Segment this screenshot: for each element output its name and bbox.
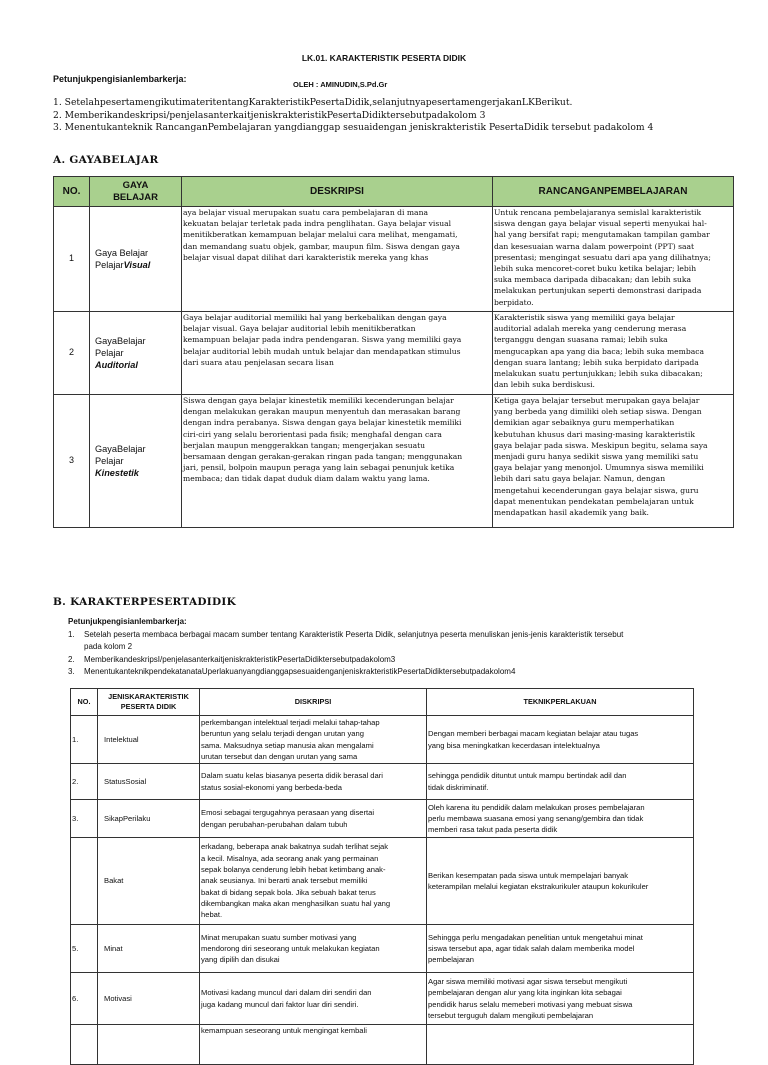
characteristic-type: Minat <box>98 925 200 973</box>
instruction-text: pada kolom 2 <box>84 642 133 652</box>
description-line: beruntun yang selalu terjadi dengan urutan yang <box>201 729 364 739</box>
plan-line: dapat menentukan pendekatan pembelajaran untuk <box>494 496 694 506</box>
learning-style-prefix: Pelajar <box>95 260 124 270</box>
treatment-cell <box>427 764 694 800</box>
description-line: bakat di bidang sepak bola. Jika sebuah bakat terus <box>201 887 376 897</box>
description-line: kekuatan belajar terletak pada indra penglihatan. Gaya belajar visual <box>183 219 452 229</box>
table-row <box>71 800 694 838</box>
row-number: 1 <box>54 207 90 312</box>
instruction-number <box>68 641 84 653</box>
instruction-item: 3. Menentukanteknik RancanganPembelajaran yangdianggap sesuaidengan jeniskrakteristik PesertaDidik tersebut padakolom 4 <box>53 122 654 133</box>
treatment-line: sehingga pendidik dituntut untuk mampu bertindak adil dan <box>428 771 627 781</box>
description-line: urutan tersebut dan dengan urutan yang sama <box>201 751 358 761</box>
row-number: 5. <box>71 925 98 973</box>
table-header-row <box>71 689 694 716</box>
treatment-cell <box>427 838 694 925</box>
plan-line: siswa dengan gaya belajar visual seperti menyukai hal- <box>494 219 707 229</box>
row-number: 3. <box>71 800 98 838</box>
description-line: berjalan maupun menggerakkan tangan; mengerjakan sesuatu <box>183 440 426 450</box>
learning-style-name: Visual <box>123 260 151 270</box>
learning-style-table <box>53 176 734 528</box>
description-line: dikembangkan maka akan menghasilkan suatu hal yang <box>201 898 391 908</box>
description-line: bersamaan dengan gerakan-gerakan ringan pada tangan; menggunakan <box>183 452 463 462</box>
description-line: dengan melakukan gerakan maupun menyentuh dan merasakan barang <box>183 407 461 417</box>
instruction-number: 2. <box>68 654 75 664</box>
learning-style-cell <box>90 207 182 312</box>
plan-line: melakukan suatu pertunjukkan; lebih suka dibacakan; <box>494 369 703 379</box>
description-line: status sosial-ekonomi yang berbeda-beda <box>201 782 342 792</box>
description-line: jari, pensil, bolpoin maupun peraga yang lain sebagai penunjuk ketika <box>183 463 455 473</box>
treatment-line: tersebut terguguh dalam mengikuti pembelajaran <box>428 1010 594 1020</box>
table-header-row <box>54 177 734 207</box>
description-line: perkembangan intelektual terjadi melalui tahap-tahap <box>201 717 380 727</box>
learning-style-label: Gaya Belajar <box>95 248 149 258</box>
learning-style-label-2 <box>95 259 180 271</box>
description-line: juga kadang muncul dari faktor luar diri sendiri. <box>201 999 359 1009</box>
table-row <box>54 395 734 528</box>
description-line: dengan indra perabanya. Siswa dengan gaya belajar kinestetik memiliki <box>183 418 462 428</box>
plan-line: mengucapkan apa yang dia baca; lebih suka membaca <box>494 346 705 356</box>
instruction-number: 1. <box>68 630 75 639</box>
instruction-item <box>68 629 623 641</box>
treatment-line: yang bisa meningkatkan kecerdasan intelektualnya <box>428 740 600 750</box>
description-line: sama. Maksudnya setiap manusia akan mengalami <box>201 740 374 750</box>
description-cell <box>182 395 493 528</box>
characteristic-type <box>98 1025 200 1065</box>
instruction-item <box>68 641 623 653</box>
description-cell <box>200 973 427 1025</box>
description-line: belajar visual. Gaya belajar auditorial lebih menitikberatkan <box>183 324 416 334</box>
treatment-line: Sehingga perlu mengadakan penelitian untuk mengetahui minat <box>428 932 643 942</box>
treatment-cell <box>427 925 694 973</box>
description-line: sepak bolanya cenderung lebih hebat ketimbang anak- <box>201 865 386 875</box>
learning-style-name: Kinestetik <box>95 468 139 478</box>
description-line: Gaya belajar auditorial memiliki hal yang berkebalikan dengan gaya <box>183 313 447 322</box>
plan-line: suka membaca daripada dibacakan; dan lebih suka <box>494 275 692 285</box>
plan-line: dan lebih suka berdiskusi. <box>494 380 595 390</box>
table-row <box>54 207 734 312</box>
plan-line: menjadi guru hanya sedikit siswa yang memiliki satu <box>494 452 699 462</box>
description-line: Dalam suatu kelas biasanya peserta didik berasal dari <box>201 771 383 781</box>
instruction-text: MemberikandeskripsI/penjelasanterkaitjeniskrakteristikPesertaDidiktersebutpadakolom3 <box>84 654 396 664</box>
description-line: Minat merupakan suatu sumber motivasi yang <box>201 932 357 942</box>
plan-cell <box>493 207 734 312</box>
instruction-item <box>68 654 623 666</box>
instruction-number: 3. <box>68 667 75 677</box>
treatment-cell <box>427 716 694 764</box>
description-line: dan memandang suatu objek, gambar, maupun film. Siswa dengan gaya <box>183 241 460 251</box>
description-cell <box>182 312 493 395</box>
plan-cell <box>493 312 734 395</box>
description-line: Motivasi kadang muncul dari dalam diri sendiri dan <box>201 988 372 998</box>
table-row <box>71 764 694 800</box>
table-row <box>71 838 694 925</box>
instruction-item <box>68 666 623 678</box>
table-row <box>71 1025 694 1065</box>
description-line: mendorong diri seseorang untuk melakukan kegiatan <box>201 943 380 953</box>
learning-style-name: Auditorial <box>95 360 138 370</box>
description-line: yang dipilih dan disukai <box>201 955 280 965</box>
plan-line: Untuk rencana pembelajaranya semislal karakteristik <box>494 208 702 217</box>
treatment-cell <box>427 800 694 838</box>
instruction-text: MenentukanteknikpendekatanataUperlakuanyangdianggapsesuaidenganjeniskrakteristikPesertaDidiktersebutpadakolom4 <box>84 667 516 677</box>
description-line: kemampuan seseorang untuk mengingat kembali <box>201 1026 367 1035</box>
description-cell <box>200 925 427 973</box>
treatment-line: perlu membawa suasana emosi yang senang/gembira dan tidak <box>428 813 644 823</box>
learning-style-label: GayaBelajar <box>95 444 146 454</box>
col-header-diskripsi: DISKRIPSI <box>200 689 427 716</box>
description-line: hebat. <box>201 910 223 920</box>
description-line: belajar auditorial lebih mudah untuk belajar dan mendapatkan stimulus <box>183 346 461 356</box>
table-row <box>71 925 694 973</box>
plan-line: kebutuhan khusus dari masing-masing karakteristik <box>494 429 695 439</box>
table-row <box>71 716 694 764</box>
description-cell <box>200 838 427 925</box>
plan-line: lebih dari satu gaya belajar. Namun, dengan <box>494 474 666 484</box>
instruction-item: 1. SetelahpesertamengikutimateritentangKarakteristikPesertaDidik,selanjutnyapesertamengerjakanLKBerikut. <box>53 97 573 108</box>
row-number: 2 <box>54 312 90 395</box>
section-b-heading: B. KARAKTERPESERTADIDIK <box>53 596 237 608</box>
description-line: anak seusianya. Ini berarti anak tersebut memiliki <box>201 876 368 886</box>
learning-style-prefix: Pelajar <box>95 348 124 358</box>
learning-style-label: GayaBelajar <box>95 336 146 346</box>
treatment-line: pembelajaran dengan alur yang kita inginkan kita sebagai <box>428 988 622 998</box>
plan-line: Karakteristik siswa yang memiliki gaya belajar <box>494 313 675 322</box>
description-line: dari suara atau penjelasan secara lisan <box>183 357 334 367</box>
plan-line: gaya belajar pada siswa. Meskipun begitu, selama saya <box>494 440 708 450</box>
learning-style-label-2 <box>95 347 180 371</box>
instructions-list <box>53 97 653 135</box>
plan-line: hal yang bersifat rapi; mengutamakan tampilan gambar <box>494 230 710 240</box>
plan-line: melakukan pertunjukan seperti demonstrasi daripada <box>494 286 702 296</box>
treatment-line: Oleh karena itu pendidik dalam melakukan proses pembelajaran <box>428 802 645 812</box>
instruction-item: 2. Memberikandeskripsi/penjelasanterkaitjeniskrakteristikPesertaDidiktersebutpadakolom 3 <box>53 109 486 121</box>
treatment-line: Dengan memberi berbagai macam kegiatan belajar atau tugas <box>428 729 639 739</box>
plan-line: dengan suara lantang; lebih suka berpidato daripada <box>494 357 699 367</box>
description-cell <box>200 716 427 764</box>
description-line: menitikberatkan kemampuan belajar melalui cara melihat, mengamati, <box>183 230 458 240</box>
plan-line: terganggu dengan suasana ramai; lebih suka <box>494 335 668 345</box>
treatment-line: memberi rasa takut pada peserta didik <box>428 825 558 835</box>
col-header-no: NO. <box>71 689 98 716</box>
description-line: ciri-ciri yang selalu berorientasi pada fisik; menghafal dengan cara <box>183 429 442 439</box>
treatment-line: pendidik harus selalu memeberi motivasi yang mebuat siswa <box>428 999 633 1009</box>
plan-line: lebih suka mencoret-coret buku ketika belajar; lebih <box>494 264 697 274</box>
treatment-line: tidak diskriminatif. <box>428 782 489 792</box>
plan-line: dan kesesuaian warna dalam powerpoint (PPT) saat <box>494 241 695 251</box>
plan-line: demikian agar sebaiknya guru memperhatikan <box>494 418 675 428</box>
description-cell <box>200 764 427 800</box>
row-number: 6. <box>71 973 98 1025</box>
row-number <box>71 1025 98 1065</box>
plan-cell <box>493 395 734 528</box>
col-header-gaya: GAYA BELAJAR <box>90 177 182 207</box>
characteristic-type: Bakat <box>98 838 200 925</box>
col-header-teknik: TEKNIKPERLAKUAN <box>427 689 694 716</box>
table-row <box>71 973 694 1025</box>
student-characteristics-table <box>70 688 694 1065</box>
plan-line: gaya belajar yang menonjol. Umumnya siswa memiliki <box>494 463 704 473</box>
description-cell <box>200 1025 427 1065</box>
row-number: 1. <box>71 716 98 764</box>
description-line: kemampuan belajar pada indra pendengaran. Siswa yang memiliki gaya <box>183 335 462 345</box>
characteristic-type: Motivasi <box>98 973 200 1025</box>
description-line: Emosi sebagai tergugahnya perasaan yang disertai <box>201 808 375 818</box>
section-a-heading: A. GAYABELAJAR <box>53 154 159 166</box>
description-line: Siswa dengan gaya belajar kinestetik memiliki kecenderungan belajar <box>183 396 454 405</box>
description-line: erkadang, beberapa anak bakatnya sudah terlihat sejak <box>201 842 389 852</box>
description-line: belajar visual dapat dilihat dari karakteristik mereka yang khas <box>183 252 429 262</box>
table-row <box>54 312 734 395</box>
treatment-line: keterampilan melalui kegiatan ekstrakurikuler ataupun kokurikuler <box>428 882 649 891</box>
plan-line: berpidato. <box>494 297 534 307</box>
plan-line: mendapatkan hasil akademik yang baik. <box>494 508 649 518</box>
learning-style-cell <box>90 395 182 528</box>
learning-style-cell <box>90 312 182 395</box>
plan-line: presentasi; mengingat sesuatu dari apa yang dilihatnya; <box>494 252 711 262</box>
treatment-cell <box>427 1025 694 1065</box>
col-header-deskripsi: DESKRIPSI <box>182 177 493 207</box>
instructions-heading: Petunjukpengisianlembarkerja: <box>53 74 187 84</box>
instruction-text: Setelah peserta membaca berbagai macam sumber tentang Karakteristik Peserta Didik, selanjutnya peserta menuliskan jenis-jenis karakteristik tersebut <box>84 630 624 639</box>
col-header-no: NO. <box>54 177 90 207</box>
description-line: a kecil. Misalnya, ada seorang anak yang permainan <box>201 853 379 863</box>
characteristic-type: StatusSosial <box>98 764 200 800</box>
plan-line: Ketiga gaya belajar tersebut merupakan gaya belajar <box>494 396 700 405</box>
description-cell <box>182 207 493 312</box>
treatment-line: Berikan kesempatan pada siswa untuk mempelajari banyak <box>428 870 629 880</box>
characteristic-type: SikapPerilaku <box>98 800 200 838</box>
description-line: dengan perubahan-perubahan dalam tubuh <box>201 819 348 829</box>
row-number: 2. <box>71 764 98 800</box>
description-line: membaca; dan tidak dapat duduk diam dalam waktu yang lama. <box>183 474 430 484</box>
treatment-line: siswa tersebut apa, agar tidak salah dalam memberika model <box>428 943 635 953</box>
treatment-line: pembelajaran <box>428 955 475 965</box>
col-header-rancangan: RANCANGANPEMBELAJARAN <box>493 177 734 207</box>
treatment-line: Agar siswa memiliki motivasi agar siswa tersebut mengikuti <box>428 976 628 986</box>
characteristic-type: Intelektual <box>98 716 200 764</box>
description-cell <box>200 800 427 838</box>
section-b-instructions-list <box>68 629 623 679</box>
row-number: 3 <box>54 395 90 528</box>
page-title: LK.01. KARAKTERISTIK PESERTA DIDIK <box>301 53 467 63</box>
author-line: OLEH : AMINUDIN,S.Pd.Gr <box>293 80 388 89</box>
treatment-cell <box>427 973 694 1025</box>
learning-style-label-2 <box>95 455 180 479</box>
row-number <box>71 838 98 925</box>
plan-line: mengetahui kecenderungan gaya belajar siswa, guru <box>494 485 699 495</box>
plan-line: auditorial adalah mereka yang cenderung merasa <box>494 324 687 334</box>
section-b-instructions-heading: Petunjukpengisianlembarkerja: <box>68 617 187 626</box>
plan-line: yang berbeda yang dimiliki oleh setiap siswa. Dengan <box>494 407 702 417</box>
description-line: aya belajar visual merupakan suatu cara pembelajaran di mana <box>183 208 428 217</box>
learning-style-prefix: Pelajar <box>95 456 124 466</box>
col-header-jenis: JENISKARAKTERISTIK PESERTA DIDIK <box>98 689 200 716</box>
